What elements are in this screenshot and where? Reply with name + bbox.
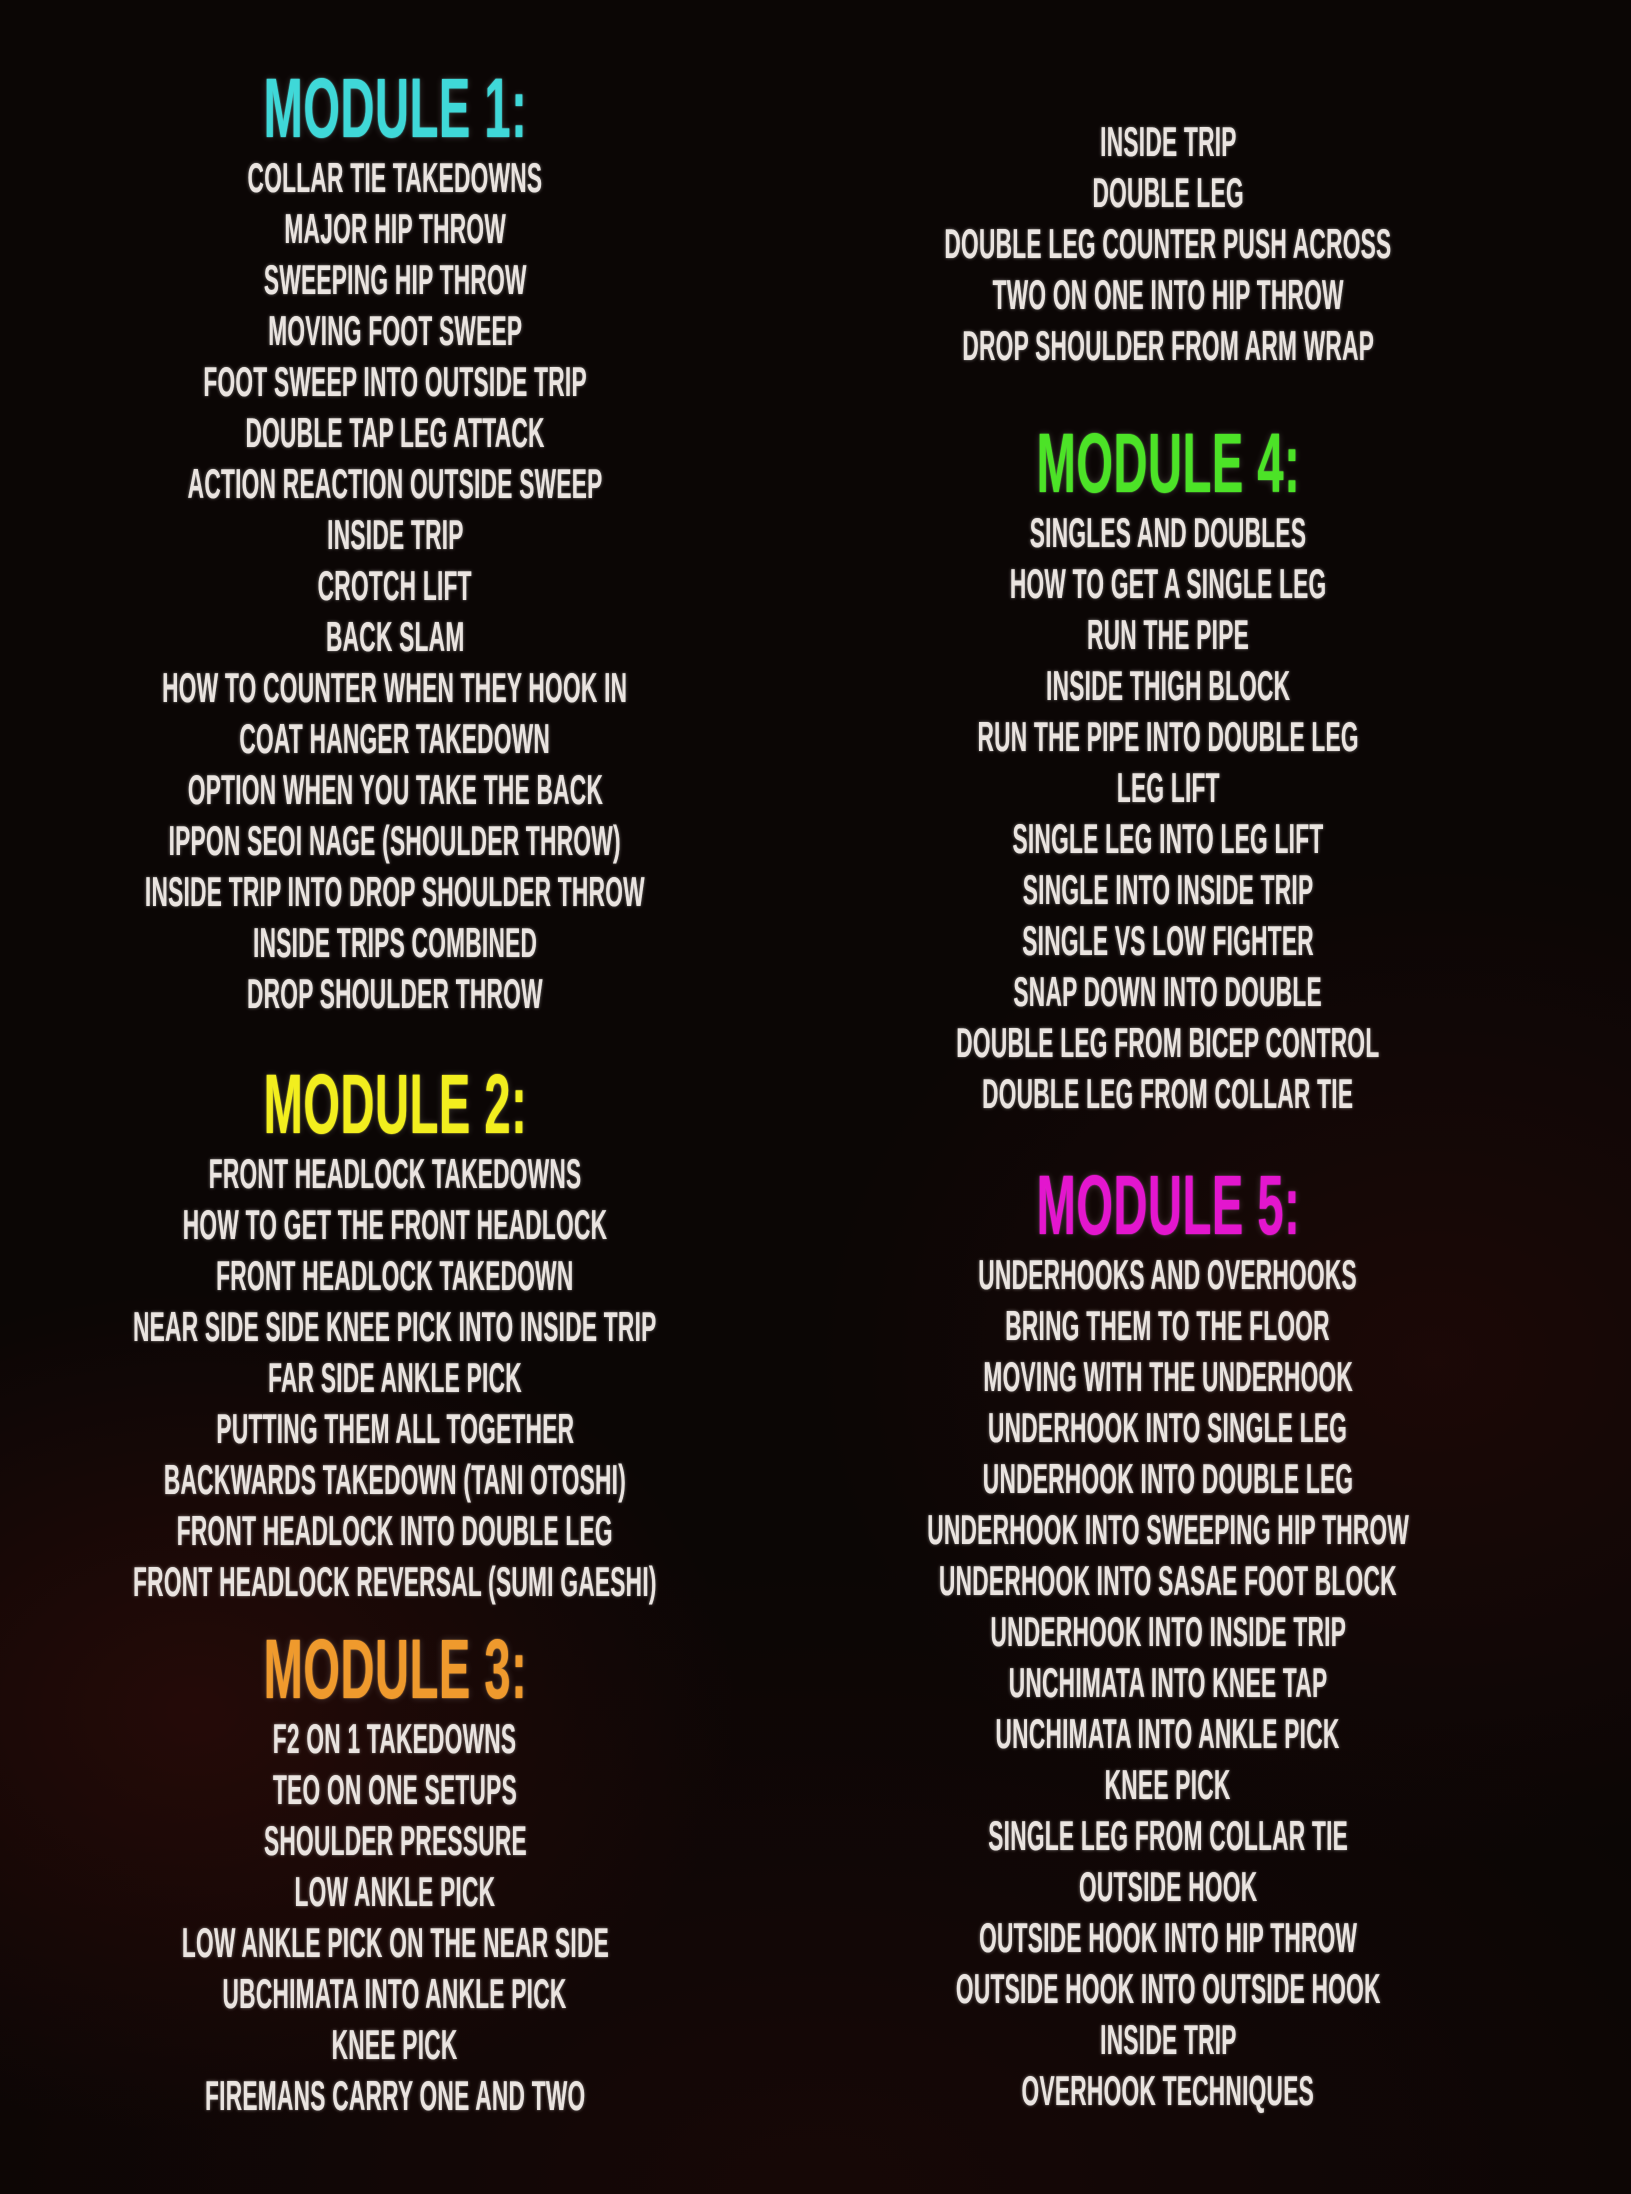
section-module-4 (828, 415, 1508, 1119)
technique-item-label: RUN THE PIPE (1086, 610, 1250, 658)
technique-item-label: SINGLE LEG FROM COLLAR TIE (988, 1811, 1348, 1859)
technique-item-label: BRING THEM TO THE FLOOR (1005, 1301, 1331, 1349)
section-module-1 (55, 60, 735, 1019)
technique-item (828, 320, 1508, 371)
module-5-header-label: MODULE 5: (1036, 1157, 1300, 1252)
technique-item (55, 1454, 735, 1505)
technique-item-label: BACKWARDS TAKEDOWN (TANI OTOSHI) (163, 1455, 627, 1503)
technique-item (828, 813, 1508, 864)
technique-item (828, 507, 1508, 558)
technique-item-label: DOUBLE LEG FROM BICEP CONTROL (956, 1018, 1380, 1066)
technique-item-label: SHOULDER PRESSURE (263, 1816, 527, 1864)
technique-item-label: BACK SLAM (325, 612, 465, 660)
technique-item (55, 1713, 735, 1764)
technique-item-label: DOUBLE LEG FROM COLLAR TIE (982, 1069, 1354, 1117)
technique-item (828, 609, 1508, 660)
technique-item (828, 1861, 1508, 1912)
technique-item-label: INSIDE TRIP (1099, 2015, 1237, 2063)
technique-item (828, 1249, 1508, 1300)
technique-item (55, 815, 735, 866)
technique-item (55, 254, 735, 305)
module-4-header (828, 415, 1508, 510)
technique-item (55, 662, 735, 713)
technique-item (55, 407, 735, 458)
technique-item-label: SWEEPING HIP THROW (263, 255, 527, 303)
technique-item-label: FRONT HEADLOCK REVERSAL (SUMI GAESHI) (133, 1557, 657, 1605)
module-5-header (828, 1157, 1508, 1252)
technique-item (55, 1866, 735, 1917)
curriculum-column-right (828, 0, 1508, 2116)
technique-item (828, 1657, 1508, 1708)
technique-item (828, 2065, 1508, 2116)
technique-item-label: CROTCH LIFT (317, 561, 473, 609)
technique-item (55, 203, 735, 254)
module-3-header (55, 1621, 735, 1716)
technique-item-label: SINGLES AND DOUBLES (1029, 508, 1307, 556)
technique-item-label: FIREMANS CARRY ONE AND TWO (204, 2071, 586, 2119)
technique-item-label: COLLAR TIE TAKEDOWNS (247, 153, 543, 201)
technique-item-label: DROP SHOULDER FROM ARM WRAP (962, 321, 1374, 369)
module-3-continued-items (828, 116, 1508, 371)
module-2-header-label: MODULE 2: (263, 1056, 527, 1151)
technique-item (828, 915, 1508, 966)
technique-item-label: IPPON SEOI NAGE (SHOULDER THROW) (168, 816, 622, 864)
technique-item-label: MOVING FOOT SWEEP (267, 306, 523, 354)
curriculum-column-left (55, 0, 735, 2121)
technique-item-label: F2 ON 1 TAKEDOWNS (273, 1714, 517, 1762)
technique-item (828, 1504, 1508, 1555)
technique-item-label: UNDERHOOKS AND OVERHOOKS (978, 1250, 1358, 1298)
technique-item (55, 1917, 735, 1968)
technique-item-label: UNDERHOOK INTO INSIDE TRIP (990, 1607, 1346, 1655)
section-module-3 (55, 1621, 735, 2121)
technique-item (828, 864, 1508, 915)
technique-item-label: FRONT HEADLOCK INTO DOUBLE LEG (176, 1506, 614, 1554)
technique-item-label: RUN THE PIPE INTO DOUBLE LEG (977, 712, 1359, 760)
technique-item-label: NEAR SIDE SIDE KNEE PICK INTO INSIDE TRIP (133, 1302, 657, 1350)
technique-item-label: KNEE PICK (332, 2020, 458, 2068)
technique-item (55, 1148, 735, 1199)
technique-item-label: UNCHIMATA INTO KNEE TAP (1008, 1658, 1328, 1706)
technique-item (828, 1759, 1508, 1810)
technique-item (55, 1764, 735, 1815)
technique-item-label: OPTION WHEN YOU TAKE THE BACK (187, 765, 603, 813)
technique-item (55, 1968, 735, 2019)
technique-item (828, 1453, 1508, 1504)
technique-item-label: FOOT SWEEP INTO OUTSIDE TRIP (203, 357, 587, 405)
technique-item-label: HOW TO GET THE FRONT HEADLOCK (182, 1200, 608, 1248)
technique-item (55, 356, 735, 407)
technique-item (55, 1403, 735, 1454)
technique-item-label: INSIDE TRIPS COMBINED (252, 918, 538, 966)
technique-item (55, 152, 735, 203)
technique-item-label: INSIDE THIGH BLOCK (1045, 661, 1291, 709)
technique-item (55, 509, 735, 560)
technique-item-label: OVERHOOK TECHNIQUES (1021, 2066, 1315, 2114)
technique-item (828, 269, 1508, 320)
technique-item (828, 966, 1508, 1017)
technique-item (55, 1199, 735, 1250)
technique-item-label: COAT HANGER TAKEDOWN (239, 714, 551, 762)
section-module-3-continued (828, 116, 1508, 371)
technique-item (55, 2019, 735, 2070)
technique-item-label: INSIDE TRIP INTO DROP SHOULDER THROW (145, 867, 645, 915)
technique-item (55, 917, 735, 968)
technique-item-label: SINGLE LEG INTO LEG LIFT (1012, 814, 1324, 862)
module-4-header-label: MODULE 4: (1036, 415, 1300, 510)
technique-item-label: FRONT HEADLOCK TAKEDOWNS (208, 1149, 582, 1197)
technique-item (55, 713, 735, 764)
technique-item (55, 2070, 735, 2121)
technique-item (828, 1351, 1508, 1402)
technique-item (828, 1810, 1508, 1861)
module-5-items (828, 1249, 1508, 2116)
technique-item-label: FRONT HEADLOCK TAKEDOWN (216, 1251, 574, 1299)
technique-item-label: UNDERHOOK INTO SINGLE LEG (988, 1403, 1348, 1451)
technique-item (828, 558, 1508, 609)
technique-item-label: DROP SHOULDER THROW (247, 969, 543, 1017)
technique-item (55, 1352, 735, 1403)
technique-item (828, 1017, 1508, 1068)
technique-item-label: DOUBLE LEG (1092, 168, 1244, 216)
technique-item (55, 560, 735, 611)
technique-item-label: LOW ANKLE PICK (294, 1867, 496, 1915)
module-1-header (55, 60, 735, 155)
technique-item-label: TWO ON ONE INTO HIP THROW (992, 270, 1344, 318)
technique-item-label: KNEE PICK (1105, 1760, 1231, 1808)
technique-item (828, 1963, 1508, 2014)
section-module-2 (55, 1056, 735, 1607)
technique-item (828, 1912, 1508, 1963)
module-1-items (55, 152, 735, 1019)
technique-item-label: OUTSIDE HOOK (1078, 1862, 1258, 1910)
technique-item (828, 1555, 1508, 1606)
technique-item (828, 1606, 1508, 1657)
technique-item (828, 1402, 1508, 1453)
technique-item-label: INSIDE TRIP (326, 510, 464, 558)
technique-item (55, 1556, 735, 1607)
technique-item (828, 167, 1508, 218)
technique-item-label: DOUBLE TAP LEG ATTACK (245, 408, 545, 456)
technique-item-label: UBCHIMATA INTO ANKLE PICK (223, 1969, 567, 2017)
technique-item (828, 2014, 1508, 2065)
technique-item (828, 660, 1508, 711)
technique-item (55, 611, 735, 662)
technique-item-label: UNDERHOOK INTO DOUBLE LEG (982, 1454, 1354, 1502)
technique-item-label: OUTSIDE HOOK INTO HIP THROW (978, 1913, 1358, 1961)
technique-item (828, 762, 1508, 813)
technique-item-label: SINGLE INTO INSIDE TRIP (1022, 865, 1314, 913)
technique-item (828, 218, 1508, 269)
technique-item-label: UNDERHOOK INTO SWEEPING HIP THROW (927, 1505, 1409, 1553)
technique-item (828, 711, 1508, 762)
technique-item (55, 866, 735, 917)
module-3-items (55, 1713, 735, 2121)
technique-item-label: HOW TO COUNTER WHEN THEY HOOK IN (162, 663, 628, 711)
technique-item-label: PUTTING THEM ALL TOGETHER (216, 1404, 574, 1452)
technique-item-label: OUTSIDE HOOK INTO OUTSIDE HOOK (955, 1964, 1381, 2012)
technique-item (828, 1708, 1508, 1759)
technique-item (55, 305, 735, 356)
module-1-header-label: MODULE 1: (263, 60, 527, 155)
section-module-5 (828, 1157, 1508, 2116)
technique-item-label: MOVING WITH THE UNDERHOOK (983, 1352, 1353, 1400)
technique-item-label: SNAP DOWN INTO DOUBLE (1013, 967, 1323, 1015)
technique-item (55, 1815, 735, 1866)
technique-item (55, 458, 735, 509)
technique-item-label: FAR SIDE ANKLE PICK (268, 1353, 522, 1401)
technique-item (828, 116, 1508, 167)
technique-item-label: LOW ANKLE PICK ON THE NEAR SIDE (181, 1918, 609, 1966)
technique-item (55, 968, 735, 1019)
technique-item (828, 1300, 1508, 1351)
technique-item-label: LEG LIFT (1116, 763, 1220, 811)
technique-item (55, 1250, 735, 1301)
technique-item-label: UNDERHOOK INTO SASAE FOOT BLOCK (939, 1556, 1397, 1604)
technique-item-label: ACTION REACTION OUTSIDE SWEEP (187, 459, 603, 507)
technique-item-label: TEO ON ONE SETUPS (272, 1765, 518, 1813)
technique-item-label: DOUBLE LEG COUNTER PUSH ACROSS (944, 219, 1392, 267)
module-4-items (828, 507, 1508, 1119)
technique-item-label: HOW TO GET A SINGLE LEG (1009, 559, 1327, 607)
technique-item (55, 1301, 735, 1352)
technique-item (55, 764, 735, 815)
technique-item-label: UNCHIMATA INTO ANKLE PICK (996, 1709, 1340, 1757)
technique-item-label: INSIDE TRIP (1099, 117, 1237, 165)
technique-item (828, 1068, 1508, 1119)
module-2-items (55, 1148, 735, 1607)
technique-item-label: MAJOR HIP THROW (284, 204, 506, 252)
module-2-header (55, 1056, 735, 1151)
technique-item (55, 1505, 735, 1556)
module-3-header-label: MODULE 3: (263, 1621, 527, 1716)
technique-item-label: SINGLE VS LOW FIGHTER (1022, 916, 1314, 964)
